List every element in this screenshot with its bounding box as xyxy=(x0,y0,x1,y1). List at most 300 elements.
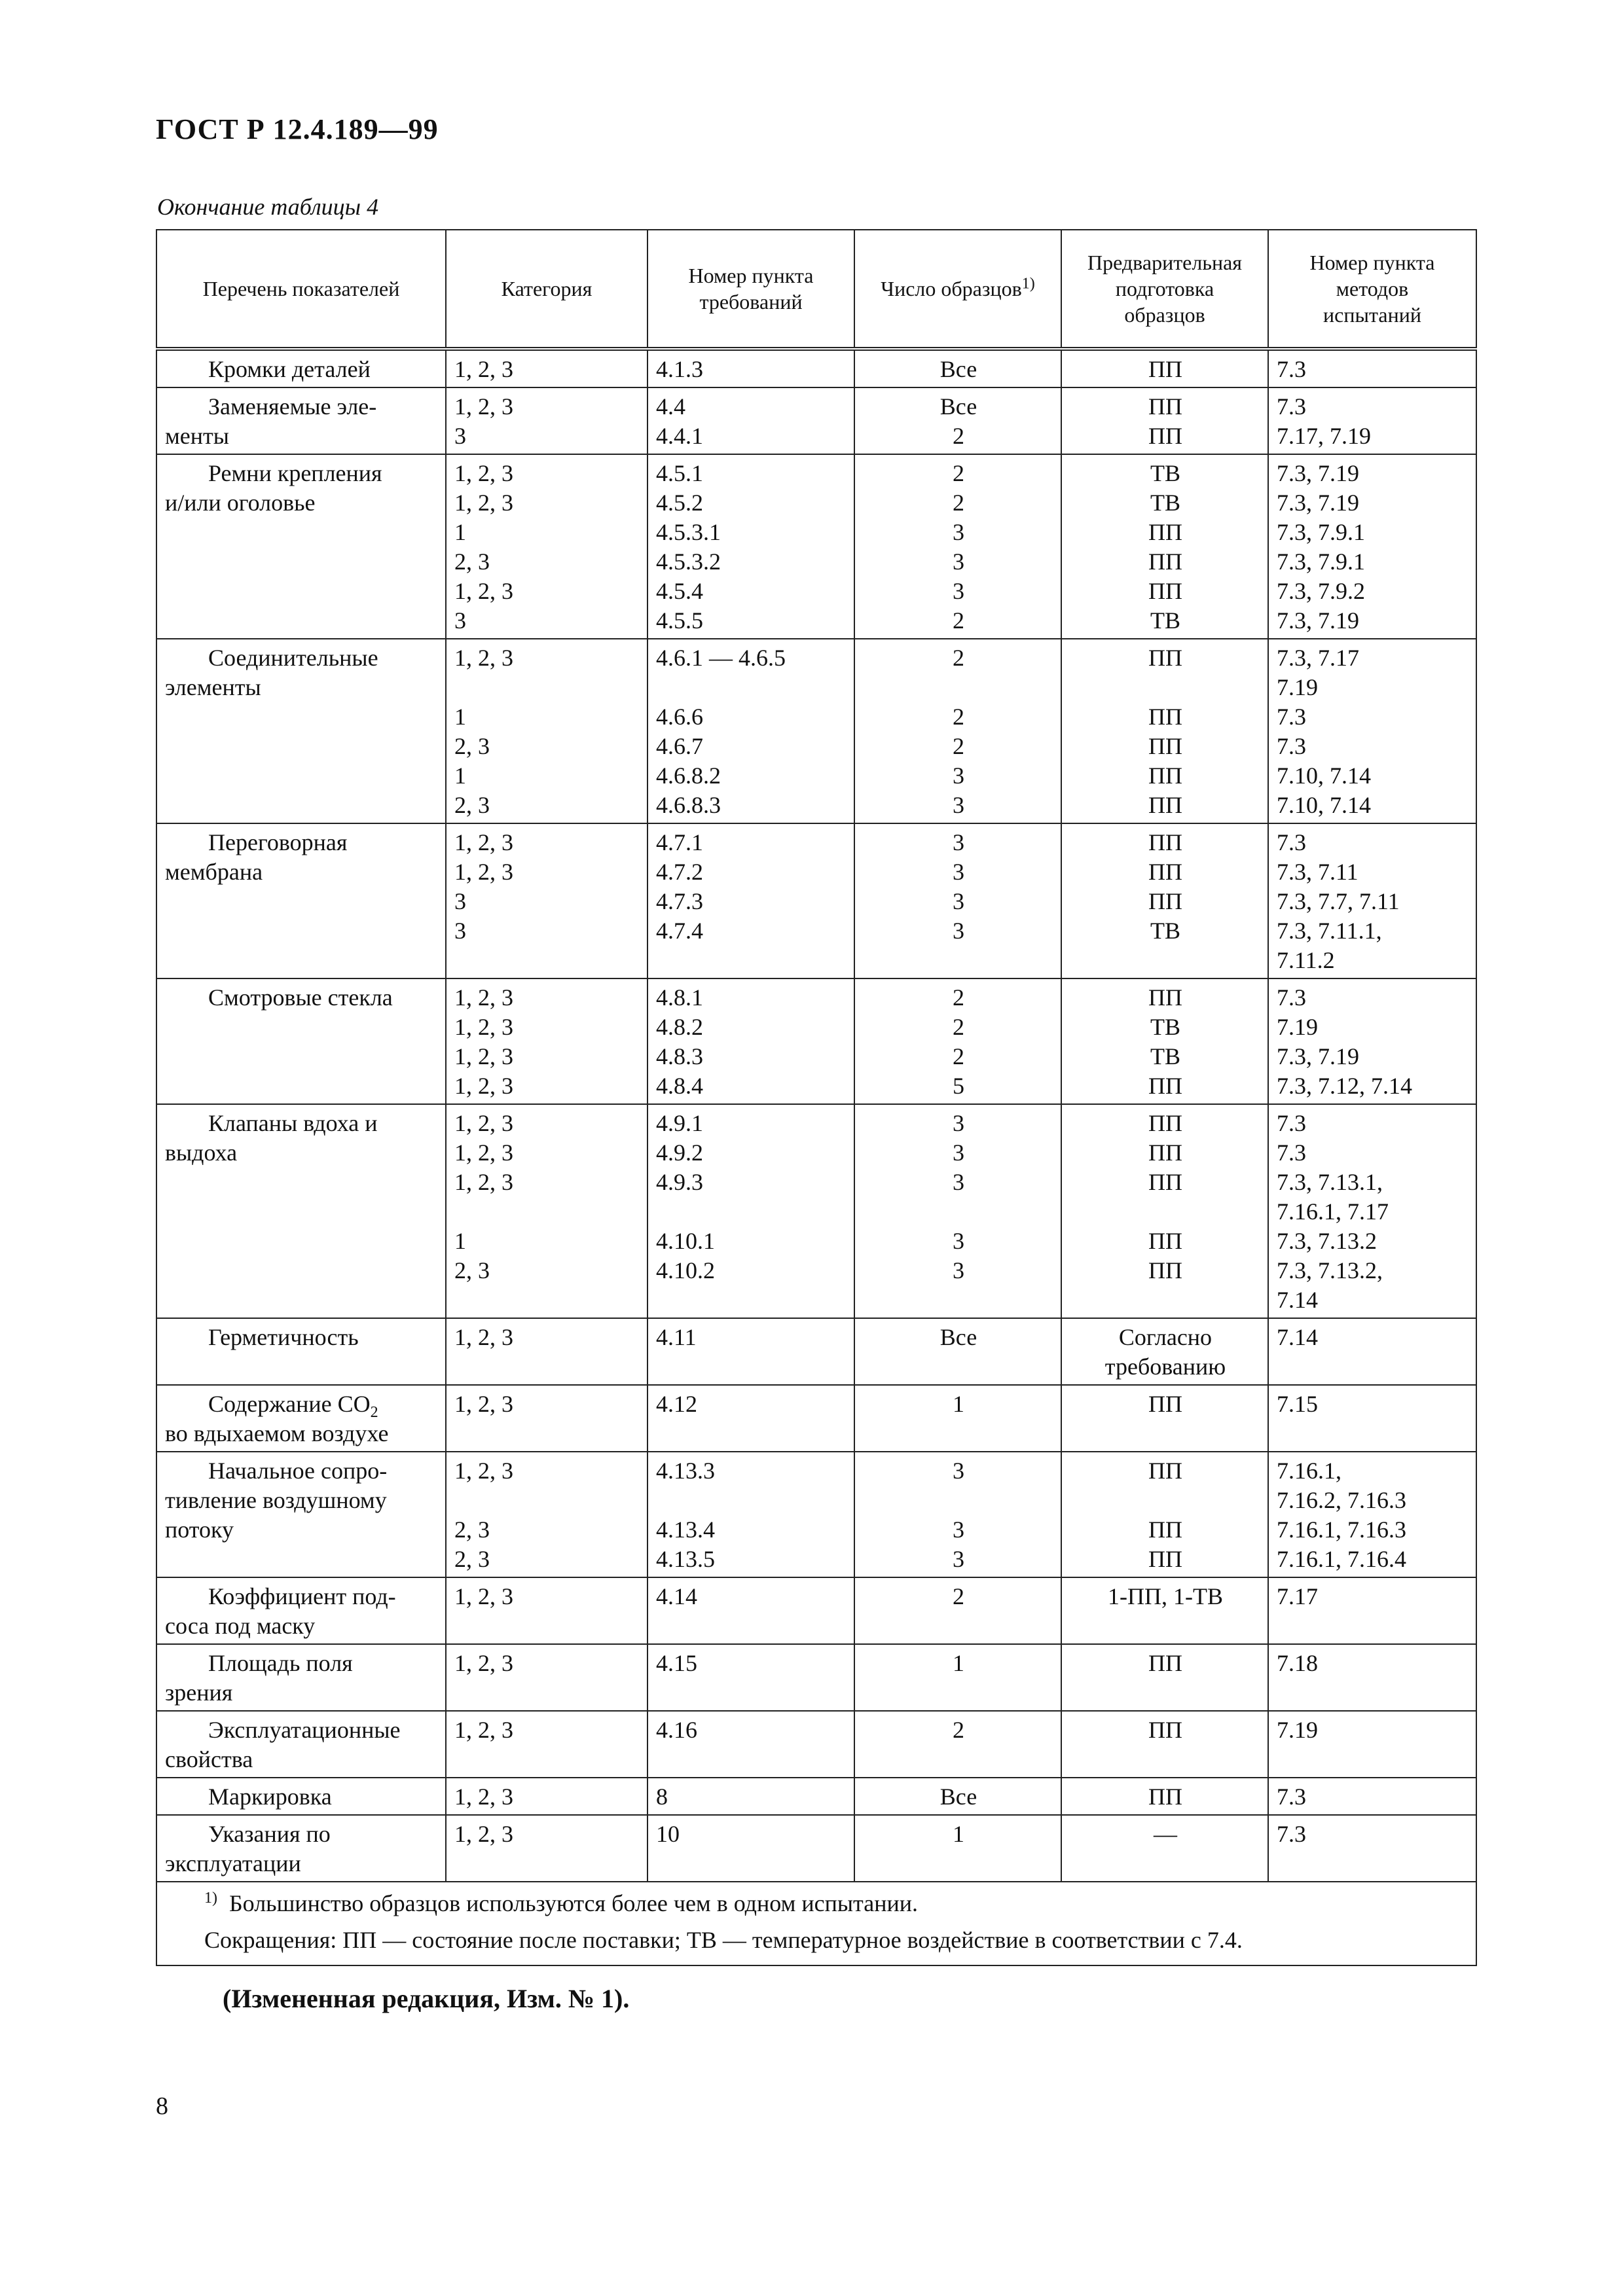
footnote-row xyxy=(156,1882,1476,1965)
cell-preparation-line xyxy=(1070,1197,1261,1227)
cell-indicator-line: во вдыхаемом воздухе xyxy=(165,1420,389,1446)
header-prep-line: образцов xyxy=(1124,303,1205,327)
cell-test-method xyxy=(1268,978,1476,1104)
cell-requirement xyxy=(647,823,854,978)
cell-requirement-line xyxy=(656,1197,847,1227)
cell-samples xyxy=(854,639,1061,823)
cell-test-method-line: 7.19 xyxy=(1277,674,1318,700)
cell-test-method-line: 7.3 xyxy=(1277,704,1306,730)
cell-samples-line: 3 xyxy=(953,548,964,575)
cell-indicator-line: Ремни крепления xyxy=(208,460,382,486)
cell-preparation xyxy=(1061,823,1268,978)
cell-category xyxy=(446,1577,647,1644)
cell-preparation-line: ПП xyxy=(1148,1257,1182,1283)
cell-preparation-line: ПП xyxy=(1148,1650,1182,1676)
cell-samples-line: 3 xyxy=(953,888,964,914)
cell-samples-line: 2 xyxy=(953,984,964,1011)
cell-category-line: 1, 2, 3 xyxy=(454,1043,513,1069)
cell-preparation-line: ПП xyxy=(1148,1228,1182,1254)
cell-category xyxy=(446,823,647,978)
cell-requirement xyxy=(647,349,854,387)
table-row xyxy=(156,1452,1476,1577)
cell-category-line: 1, 2, 3 xyxy=(454,490,513,516)
cell-requirement-line: 4.9.2 xyxy=(656,1139,703,1166)
cell-preparation-line: ПП xyxy=(1148,578,1182,604)
cell-test-method-line: 7.3, 7.17 xyxy=(1277,645,1359,671)
cell-preparation-line: ПП xyxy=(1148,1458,1182,1484)
cell-samples xyxy=(854,1452,1061,1577)
cell-test-method xyxy=(1268,1452,1476,1577)
subscript: 2 xyxy=(370,1404,378,1422)
cell-category-line: 1 xyxy=(454,519,466,545)
cell-indicator xyxy=(156,1778,446,1815)
cell-indicator-line: выдоха xyxy=(165,1139,238,1166)
cell-indicator-line: Клапаны вдоха и xyxy=(208,1110,378,1136)
cell-test-method-line: 7.3 xyxy=(1277,1139,1306,1166)
cell-preparation-line: ПП xyxy=(1148,393,1182,420)
cell-requirement-line: 4.7.2 xyxy=(656,859,703,885)
cell-test-method-line: 7.3, 7.13.2, xyxy=(1277,1257,1383,1283)
cell-test-method xyxy=(1268,1644,1476,1711)
cell-requirement-line: 4.11 xyxy=(656,1324,697,1350)
cell-test-method-line: 7.3, 7.9.1 xyxy=(1277,519,1365,545)
cell-requirement xyxy=(647,1318,854,1385)
header-test-line: Номер пункта xyxy=(1309,251,1435,274)
cell-requirement-line: 4.8.2 xyxy=(656,1014,703,1040)
cell-samples xyxy=(854,349,1061,387)
cell-test-method xyxy=(1268,1577,1476,1644)
cell-test-method-line: 7.16.1, 7.16.4 xyxy=(1277,1546,1406,1572)
cell-test-method xyxy=(1268,1711,1476,1778)
cell-samples xyxy=(854,1104,1061,1318)
cell-category-line: 1, 2, 3 xyxy=(454,460,513,486)
cell-test-method-line: 7.3, 7.13.1, xyxy=(1277,1169,1383,1195)
cell-indicator-line: Эксплуатационные xyxy=(208,1717,401,1743)
cell-samples-line: Все xyxy=(939,1784,977,1810)
cell-requirement-line: 4.10.1 xyxy=(656,1228,715,1254)
footnote xyxy=(170,1885,1465,1922)
cell-preparation-line: ПП xyxy=(1148,1784,1182,1810)
cell-indicator xyxy=(156,978,446,1104)
cell-preparation-line: ПП xyxy=(1148,423,1182,449)
cell-requirement-line: 4.4.1 xyxy=(656,423,703,449)
cell-category-line: 2, 3 xyxy=(454,548,490,575)
cell-requirement xyxy=(647,1385,854,1452)
cell-test-method-line: 7.15 xyxy=(1277,1391,1318,1417)
footnote-text: Большинство образцов используются более чем в одном испытании. xyxy=(229,1890,918,1916)
table-row xyxy=(156,639,1476,823)
header-category: Категория xyxy=(446,230,647,349)
cell-test-method-line: 7.17 xyxy=(1277,1583,1318,1609)
page-number: 8 xyxy=(156,2092,168,2120)
table-row xyxy=(156,349,1476,387)
cell-category-line: 1, 2, 3 xyxy=(454,393,513,420)
cell-requirement-line: 4.5.1 xyxy=(656,460,703,486)
document-code: ГОСТ Р 12.4.189—99 xyxy=(156,113,439,145)
cell-requirement-line: 10 xyxy=(656,1821,680,1847)
cell-preparation-line: ПП xyxy=(1148,519,1182,545)
cell-test-method-line: 7.3, 7.7, 7.11 xyxy=(1277,888,1400,914)
cell-test-method-line: 7.3, 7.19 xyxy=(1277,607,1359,634)
cell-requirement xyxy=(647,978,854,1104)
cell-indicator-line: элементы xyxy=(165,674,261,700)
cell-indicator xyxy=(156,639,446,823)
cell-samples-line: 1 xyxy=(953,1650,964,1676)
cell-samples-line: Все xyxy=(939,356,977,382)
cell-preparation xyxy=(1061,639,1268,823)
cell-preparation xyxy=(1061,349,1268,387)
cell-test-method xyxy=(1268,1815,1476,1882)
cell-requirement xyxy=(647,1104,854,1318)
cell-indicator-line: зрения xyxy=(165,1679,233,1706)
cell-test-method-line: 7.11.2 xyxy=(1277,947,1335,973)
cell-indicator xyxy=(156,1385,446,1452)
cell-requirement-line xyxy=(656,1486,847,1515)
table-caption: Окончание таблицы 4 xyxy=(157,194,379,220)
cell-requirement xyxy=(647,639,854,823)
cell-category xyxy=(446,1711,647,1778)
cell-preparation-line: ПП xyxy=(1148,1139,1182,1166)
cell-indicator-line: Маркировка xyxy=(208,1784,332,1810)
cell-samples xyxy=(854,1711,1061,1778)
cell-preparation xyxy=(1061,1318,1268,1385)
table-row xyxy=(156,1385,1476,1452)
cell-preparation-line: ПП xyxy=(1148,984,1182,1011)
cell-samples-line: 2 xyxy=(953,607,964,634)
cell-category-line: 2, 3 xyxy=(454,1516,490,1543)
cell-category xyxy=(446,978,647,1104)
cell-test-method-line: 7.19 xyxy=(1277,1014,1318,1040)
cell-category-line: 1, 2, 3 xyxy=(454,1073,513,1099)
cell-requirement-line: 4.13.5 xyxy=(656,1546,715,1572)
cell-category-line: 2, 3 xyxy=(454,1257,490,1283)
cell-category xyxy=(446,1318,647,1385)
cell-category-line: 1, 2, 3 xyxy=(454,356,513,382)
cell-requirement xyxy=(647,1452,854,1577)
header-samples-label: Число образцов xyxy=(881,277,1022,300)
cell-category-line: 1, 2, 3 xyxy=(454,1784,513,1810)
header-req-line: требований xyxy=(699,290,803,314)
cell-category-line: 1, 2, 3 xyxy=(454,1139,513,1166)
cell-test-method-line: 7.3 xyxy=(1277,1110,1306,1136)
cell-samples-line: 3 xyxy=(953,1257,964,1283)
cell-indicator-line: тивление воздушному xyxy=(165,1487,387,1513)
cell-test-method xyxy=(1268,823,1476,978)
cell-category xyxy=(446,387,647,454)
cell-test-method xyxy=(1268,454,1476,639)
table-row xyxy=(156,1104,1476,1318)
cell-category-line: 1, 2, 3 xyxy=(454,578,513,604)
cell-requirement xyxy=(647,1644,854,1711)
cell-indicator-line: мембрана xyxy=(165,859,263,885)
cell-category-line: 2, 3 xyxy=(454,792,490,818)
footnote-cell xyxy=(156,1882,1476,1965)
table-row xyxy=(156,387,1476,454)
cell-requirement-line: 4.8.4 xyxy=(656,1073,703,1099)
cell-samples xyxy=(854,1577,1061,1644)
cell-category-line: 1, 2, 3 xyxy=(454,1821,513,1847)
cell-samples xyxy=(854,823,1061,978)
cell-test-method-line: 7.3 xyxy=(1277,1821,1306,1847)
cell-preparation-line: Согласно xyxy=(1118,1324,1213,1350)
cell-preparation-line: ПП xyxy=(1148,859,1182,885)
cell-test-method-line: 7.3 xyxy=(1277,1784,1306,1810)
cell-category-line: 1, 2, 3 xyxy=(454,1391,513,1417)
cell-indicator-line: менты xyxy=(165,423,229,449)
table-row xyxy=(156,1778,1476,1815)
cell-category-line xyxy=(454,1197,640,1227)
cell-category-line: 1, 2, 3 xyxy=(454,1583,513,1609)
cell-test-method-line: 7.3 xyxy=(1277,829,1306,855)
cell-test-method-line: 7.3, 7.12, 7.14 xyxy=(1277,1073,1412,1099)
cell-samples xyxy=(854,1815,1061,1882)
table-row xyxy=(156,1577,1476,1644)
cell-category xyxy=(446,1778,647,1815)
cell-samples-line: Все xyxy=(939,1324,977,1350)
cell-test-method xyxy=(1268,349,1476,387)
cell-category xyxy=(446,1385,647,1452)
cell-indicator xyxy=(156,349,446,387)
cell-category-line: 3 xyxy=(454,888,466,914)
cell-category xyxy=(446,1104,647,1318)
cell-category-line: 1, 2, 3 xyxy=(454,984,513,1011)
table-header-row xyxy=(156,230,1476,349)
cell-category-line: 2, 3 xyxy=(454,1546,490,1572)
cell-requirement-line: 4.5.2 xyxy=(656,490,703,516)
cell-test-method-line: 7.17, 7.19 xyxy=(1277,423,1371,449)
amendment-note: (Измененная редакция, Изм. № 1). xyxy=(223,1984,630,2013)
cell-preparation-line xyxy=(1070,673,1261,702)
cell-samples-line xyxy=(863,1197,1054,1227)
cell-samples-line: 3 xyxy=(953,1458,964,1484)
cell-requirement-line: 4.13.4 xyxy=(656,1516,715,1543)
cell-indicator-line: Коэффициент под- xyxy=(208,1583,396,1609)
cell-category-line xyxy=(454,1486,640,1515)
cell-test-method-line: 7.10, 7.14 xyxy=(1277,792,1371,818)
cell-test-method xyxy=(1268,1385,1476,1452)
cell-preparation-line: ПП xyxy=(1148,1391,1182,1417)
cell-test-method-line: 7.3, 7.19 xyxy=(1277,490,1359,516)
cell-indicator-line: эксплуатации xyxy=(165,1850,301,1876)
cell-samples xyxy=(854,387,1061,454)
cell-indicator-line: и/или оголовье xyxy=(165,490,316,516)
cell-samples-line: 3 xyxy=(953,1516,964,1543)
cell-category-line: 3 xyxy=(454,918,466,944)
cell-requirement-line: 4.14 xyxy=(656,1583,697,1609)
cell-test-method-line: 7.3, 7.11.1, xyxy=(1277,918,1382,944)
cell-preparation xyxy=(1061,1644,1268,1711)
table-body xyxy=(156,349,1476,1882)
table-row xyxy=(156,978,1476,1104)
cell-preparation xyxy=(1061,1711,1268,1778)
cell-preparation-line xyxy=(1070,1486,1261,1515)
footnote-mark: 1) xyxy=(204,1890,217,1907)
cell-requirement-line: 4.7.4 xyxy=(656,918,703,944)
cell-test-method-line: 7.3, 7.9.1 xyxy=(1277,548,1365,575)
cell-preparation-line: ТВ xyxy=(1150,490,1180,516)
cell-test-method-line: 7.16.1, 7.17 xyxy=(1277,1198,1389,1225)
cell-category-line: 1, 2, 3 xyxy=(454,1110,513,1136)
cell-test-method-line: 7.14 xyxy=(1277,1324,1318,1350)
cell-indicator-line: Герметичность xyxy=(208,1324,359,1350)
cell-samples-line: 1 xyxy=(953,1391,964,1417)
cell-test-method-line: 7.3, 7.9.2 xyxy=(1277,578,1365,604)
cell-indicator xyxy=(156,1104,446,1318)
cell-samples-line: 2 xyxy=(953,460,964,486)
cell-indicator xyxy=(156,1711,446,1778)
cell-test-method-line: 7.19 xyxy=(1277,1717,1318,1743)
table-row xyxy=(156,1644,1476,1711)
table-row xyxy=(156,454,1476,639)
cell-indicator xyxy=(156,454,446,639)
cell-indicator xyxy=(156,1644,446,1711)
cell-indicator-line: Начальное сопро- xyxy=(208,1458,388,1484)
cell-test-method-line: 7.3 xyxy=(1277,393,1306,420)
cell-requirement-line: 4.9.3 xyxy=(656,1169,703,1195)
cell-requirement-line: 4.15 xyxy=(656,1650,697,1676)
cell-preparation-line: ТВ xyxy=(1150,1014,1180,1040)
cell-samples-line: 2 xyxy=(953,704,964,730)
cell-requirement xyxy=(647,387,854,454)
cell-indicator xyxy=(156,1318,446,1385)
cell-samples-line: 3 xyxy=(953,1169,964,1195)
cell-samples-line: 2 xyxy=(953,733,964,759)
cell-preparation-line: ПП xyxy=(1148,1717,1182,1743)
cell-samples-line: 3 xyxy=(953,578,964,604)
cell-requirement-line: 4.5.3.2 xyxy=(656,548,721,575)
cell-samples xyxy=(854,454,1061,639)
cell-test-method xyxy=(1268,639,1476,823)
cell-requirement-line: 4.1.3 xyxy=(656,356,703,382)
requirements-table xyxy=(156,229,1477,1966)
cell-category-line: 1 xyxy=(454,704,466,730)
cell-requirement-line: 4.10.2 xyxy=(656,1257,715,1283)
cell-indicator-line: потоку xyxy=(165,1516,234,1543)
cell-samples-line: 2 xyxy=(953,645,964,671)
header-prep-line: Предварительная xyxy=(1087,251,1242,274)
header-test xyxy=(1268,230,1476,349)
cell-category-line xyxy=(454,673,640,702)
cell-test-method xyxy=(1268,1778,1476,1815)
cell-test-method-line: 7.3, 7.19 xyxy=(1277,460,1359,486)
cell-preparation xyxy=(1061,1577,1268,1644)
cell-category xyxy=(446,1452,647,1577)
cell-samples xyxy=(854,1778,1061,1815)
table-row xyxy=(156,1815,1476,1882)
cell-category-line: 1, 2, 3 xyxy=(454,1324,513,1350)
header-req-line: Номер пункта xyxy=(688,264,814,287)
cell-requirement-line: 4.8.3 xyxy=(656,1043,703,1069)
cell-preparation-line: ПП xyxy=(1148,1516,1182,1543)
cell-test-method-line: 7.3 xyxy=(1277,356,1306,382)
cell-requirement-line: 4.12 xyxy=(656,1391,697,1417)
cell-requirement-line: 4.8.1 xyxy=(656,984,703,1011)
cell-category-line: 2, 3 xyxy=(454,733,490,759)
cell-indicator xyxy=(156,1577,446,1644)
header-prep xyxy=(1061,230,1268,349)
cell-samples-line: 2 xyxy=(953,1014,964,1040)
cell-samples-line: 3 xyxy=(953,519,964,545)
cell-requirement-line: 4.4 xyxy=(656,393,685,420)
cell-preparation xyxy=(1061,454,1268,639)
cell-test-method-line: 7.16.1, xyxy=(1277,1458,1341,1484)
cell-indicator-line: Соединительные xyxy=(208,645,378,671)
cell-requirement-line: 4.6.6 xyxy=(656,704,703,730)
cell-test-method-line: 7.16.1, 7.16.3 xyxy=(1277,1516,1406,1543)
cell-test-method-line: 7.3 xyxy=(1277,733,1306,759)
cell-samples-line: 2 xyxy=(953,490,964,516)
cell-samples-line: 2 xyxy=(953,1717,964,1743)
footnote-ref: 1) xyxy=(1021,275,1035,293)
cell-indicator xyxy=(156,1452,446,1577)
cell-samples-line: Все xyxy=(939,393,977,420)
cell-samples xyxy=(854,1318,1061,1385)
cell-category xyxy=(446,1815,647,1882)
cell-indicator xyxy=(156,387,446,454)
cell-preparation xyxy=(1061,387,1268,454)
cell-requirement xyxy=(647,1778,854,1815)
cell-test-method-line: 7.3, 7.19 xyxy=(1277,1043,1359,1069)
header-req xyxy=(647,230,854,349)
cell-requirement-line: 4.7.3 xyxy=(656,888,703,914)
cell-samples-line: 1 xyxy=(953,1821,964,1847)
cell-preparation-line: ПП xyxy=(1148,645,1182,671)
cell-category-line: 1, 2, 3 xyxy=(454,859,513,885)
header-test-line: испытаний xyxy=(1323,303,1421,327)
cell-preparation-line: ПП xyxy=(1148,1073,1182,1099)
cell-preparation-line: ПП xyxy=(1148,792,1182,818)
cell-preparation-line: ПП xyxy=(1148,1110,1182,1136)
cell-category xyxy=(446,349,647,387)
cell-requirement xyxy=(647,454,854,639)
cell-preparation-line: ПП xyxy=(1148,704,1182,730)
cell-samples-line xyxy=(863,1486,1054,1515)
cell-test-method-line: 7.18 xyxy=(1277,1650,1318,1676)
cell-samples xyxy=(854,1644,1061,1711)
cell-test-method-line: 7.3, 7.13.2 xyxy=(1277,1228,1377,1254)
cell-samples-line: 3 xyxy=(953,1139,964,1166)
cell-indicator-line: Кромки деталей xyxy=(208,356,371,382)
cell-indicator-line: соса под маску xyxy=(165,1613,316,1639)
cell-preparation-line: ТВ xyxy=(1150,1043,1180,1069)
cell-requirement-line: 4.13.3 xyxy=(656,1458,715,1484)
cell-category-line: 1, 2, 3 xyxy=(454,1650,513,1676)
cell-preparation-line: ПП xyxy=(1148,356,1182,382)
cell-samples-line: 3 xyxy=(953,762,964,789)
cell-requirement-line: 4.5.3.1 xyxy=(656,519,721,545)
cell-indicator-line: Содержание $CO_2$ xyxy=(208,1391,378,1422)
cell-test-method-line: 7.14 xyxy=(1277,1287,1318,1313)
cell-samples-line: 3 xyxy=(953,859,964,885)
cell-preparation xyxy=(1061,1815,1268,1882)
cell-preparation-line: ПП xyxy=(1148,548,1182,575)
cell-category-line: 1, 2, 3 xyxy=(454,1717,513,1743)
cell-requirement-line: 4.6.8.2 xyxy=(656,762,721,789)
cell-test-method xyxy=(1268,1318,1476,1385)
cell-preparation-line: требованию xyxy=(1104,1354,1226,1380)
cell-indicator-line: Смотровые стекла xyxy=(208,984,393,1011)
table-row xyxy=(156,1711,1476,1778)
cell-requirement-line: 8 xyxy=(656,1784,668,1810)
cell-preparation xyxy=(1061,1452,1268,1577)
cell-category-line: 1, 2, 3 xyxy=(454,1014,513,1040)
cell-samples-line: 5 xyxy=(953,1073,964,1099)
cell-requirement-line: 4.6.8.3 xyxy=(656,792,721,818)
cell-category xyxy=(446,639,647,823)
cell-samples-line: 2 xyxy=(953,1583,964,1609)
cell-requirement-line: 4.5.4 xyxy=(656,578,703,604)
header-test-line: методов xyxy=(1336,277,1409,300)
